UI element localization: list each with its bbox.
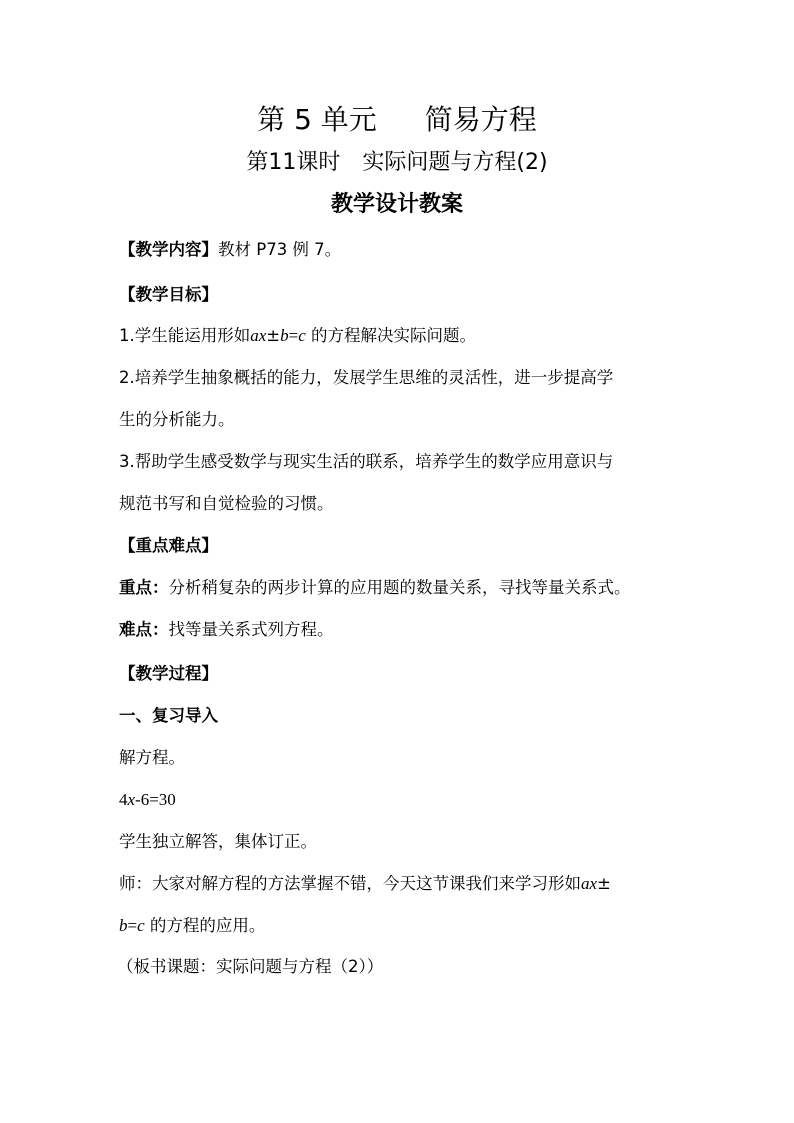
lesson-name: 实际问题与方程(2) bbox=[362, 150, 548, 175]
teacher-var-b: b bbox=[119, 916, 128, 935]
teacher-line-1 bbox=[119, 873, 611, 895]
goal-1-equals: = bbox=[288, 326, 299, 345]
equation-var-x: x bbox=[127, 790, 136, 809]
teacher-equals: = bbox=[127, 916, 138, 935]
goal-2-line-1: 2.培养学生抽象概括的能力，发展学生思维的灵活性，进一步提高学 bbox=[119, 368, 614, 387]
teaching-content-label: 【教学内容】 bbox=[119, 240, 218, 259]
task-solve-equation: 解方程。 bbox=[119, 748, 185, 767]
teacher-plusminus: ± bbox=[597, 874, 611, 893]
teaching-content-line bbox=[119, 239, 341, 261]
goal-1-var-b: b bbox=[280, 326, 289, 345]
teacher-line-2 bbox=[119, 915, 265, 937]
goal-1-var-a: a bbox=[250, 326, 259, 345]
difficulty-label: 难点： bbox=[119, 620, 169, 639]
process-heading: 【教学过程】 bbox=[119, 664, 218, 683]
lesson-label: 第11课时 bbox=[246, 150, 341, 175]
teacher-text: 大家对解方程的方法掌握不错，今天这节课我们来学习形如 bbox=[152, 874, 581, 893]
teaching-content-text: 教材 P73 例 7。 bbox=[218, 240, 342, 259]
key-point-text: 分析稍复杂的两步计算的应用题的数量关系，寻找等量关系式。 bbox=[168, 578, 631, 597]
difficulty-line bbox=[119, 619, 334, 641]
section-review-intro: 一、复习导入 bbox=[119, 706, 218, 725]
lesson-title bbox=[0, 145, 794, 176]
goal-1-prefix: 1.学生能运用形如 bbox=[119, 326, 251, 345]
goal-1-var-c: c bbox=[298, 326, 306, 345]
teacher-suffix: 的方程的应用。 bbox=[149, 916, 266, 935]
goal-3-line-1: 3.帮助学生感受数学与现实生活的联系，培养学生的数学应用意识与 bbox=[119, 452, 614, 471]
teacher-var-x: x bbox=[589, 874, 598, 893]
key-point-label: 重点： bbox=[119, 578, 169, 597]
unit-title bbox=[0, 98, 794, 138]
equation-coefficient: 4 bbox=[119, 790, 128, 809]
goal-1-var-x: x bbox=[258, 326, 267, 345]
teacher-var-a: a bbox=[581, 874, 590, 893]
equation-rest: -6=30 bbox=[135, 790, 176, 809]
teacher-var-c: c bbox=[137, 916, 145, 935]
teacher-label: 师： bbox=[119, 874, 152, 893]
goal-1-plusminus: ± bbox=[266, 326, 281, 345]
goal-2-line-2: 生的分析能力。 bbox=[119, 410, 235, 429]
board-title-note: （板书课题：实际问题与方程（2）） bbox=[117, 957, 384, 976]
goal-1 bbox=[119, 325, 476, 347]
goal-3-line-2: 规范书写和自觉检验的习惯。 bbox=[119, 494, 334, 513]
goal-1-suffix: 的方程解决实际问题。 bbox=[311, 326, 477, 345]
equation bbox=[119, 789, 176, 811]
difficulty-text: 找等量关系式列方程。 bbox=[168, 620, 334, 639]
key-points-heading: 【重点难点】 bbox=[119, 536, 218, 555]
unit-label: 第 5 单元 bbox=[257, 103, 377, 136]
document-type-title: 教学设计教案 bbox=[330, 192, 463, 217]
key-point-line bbox=[119, 577, 631, 599]
student-work-line: 学生独立解答，集体订正。 bbox=[119, 832, 317, 851]
unit-name: 简易方程 bbox=[424, 103, 537, 136]
goals-heading: 【教学目标】 bbox=[119, 285, 218, 304]
